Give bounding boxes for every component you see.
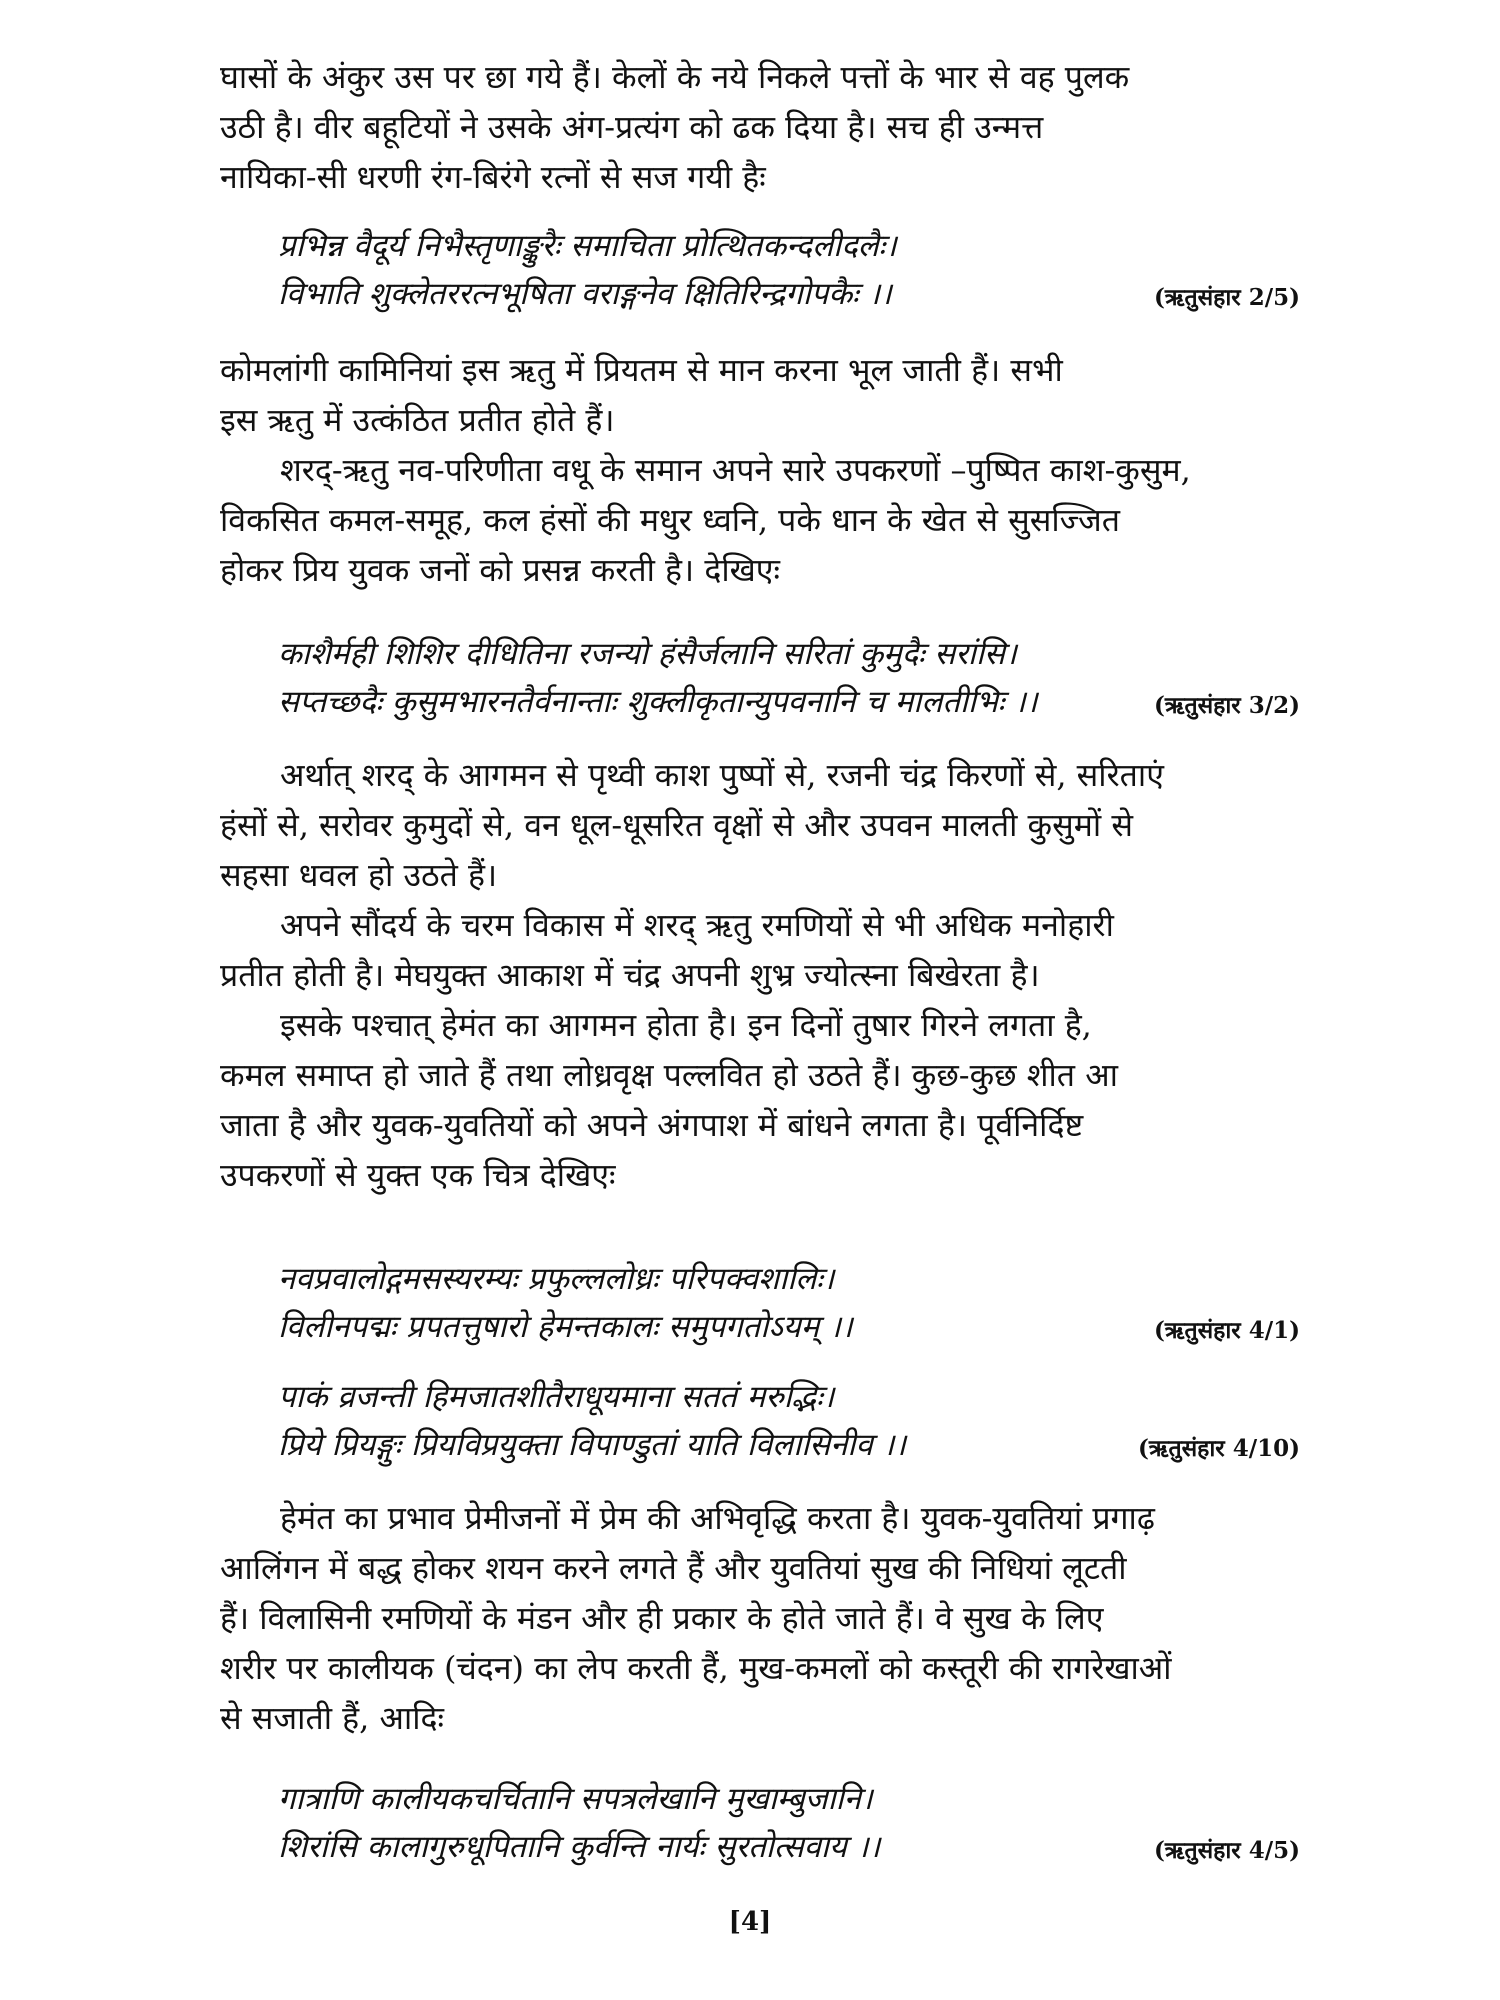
verse-line — [278, 678, 1300, 726]
verse-line — [278, 222, 1300, 270]
verse-text: शिरांसि कालागुरुधूपितानि कुर्वन्ति नार्यः सुरतोत्सवाय ।। — [278, 1829, 881, 1865]
verse-reference: (ऋतुसंहार 2/5) — [1153, 284, 1300, 311]
verse-text: विभाति शुक्लेतररत्नभूषिता वराङ्गनेव क्षितिरिन्द्रगोपकैः ।। — [278, 276, 892, 312]
verse-line — [278, 1303, 1300, 1351]
verse-reference: (ऋतुसंहार 4/5) — [1153, 1837, 1300, 1864]
verse-line — [278, 630, 1300, 678]
text-line: इस ऋतु में उत्कंठित प्रतीत होते हैं। — [220, 401, 615, 439]
verse-reference: (ऋतुसंहार 4/10) — [1137, 1435, 1300, 1462]
sanskrit-verse — [278, 1373, 1300, 1469]
paragraph — [220, 1493, 1300, 1743]
verse-line — [278, 1373, 1300, 1421]
sanskrit-verse — [278, 1775, 1300, 1871]
verse-line — [278, 1775, 1300, 1823]
text-line: कमल समाप्त हो जाते हैं तथा लोध्रवृक्ष पल्लवित हो उठते हैं। कुछ-कुछ शीत आ — [220, 1056, 1118, 1094]
verse-line — [278, 270, 1300, 318]
text-line: उठी है। वीर बहूटियों ने उसके अंग-प्रत्यंग को ढक दिया है। सच ही उन्मत्त — [220, 108, 1044, 146]
text-line: विकसित कमल-समूह, कल हंसों की मधुर ध्वनि, पके धान के खेत से सुसज्जित — [220, 501, 1120, 539]
verse-text: सप्तच्छदैः कुसुमभारनतैर्वनान्ताः शुक्लीकृतान्युपवनानि च मालतीभिः ।। — [278, 684, 1038, 720]
verse-line — [278, 1823, 1300, 1871]
sanskrit-verse — [278, 1255, 1300, 1351]
verse-reference: (ऋतुसंहार 4/1) — [1153, 1317, 1300, 1344]
text-line: नायिका-सी धरणी रंग-बिरंगे रत्नों से सज गयी हैः — [220, 158, 766, 196]
paragraph — [220, 345, 1300, 595]
verse-text: गात्राणि कालीयकचर्चितानि सपत्रलेखानि मुखाम्बुजानि। — [278, 1781, 873, 1817]
verse-line — [278, 1421, 1300, 1469]
paragraph — [220, 750, 1300, 1200]
text-line: शरद्-ऋतु नव-परिणीता वधू के समान अपने सारे उपकरणों –पुष्पित काश-कुसुम, — [280, 451, 1191, 489]
text-line: से सजाती हैं, आदिः — [220, 1699, 444, 1737]
verse-text: काशैर्मही शिशिर दीधितिना रजन्यो हंसैर्जलानि सरितां कुमुदैः सरांसि। — [278, 636, 1017, 672]
text-line: अपने सौंदर्य के चरम विकास में शरद् ऋतु रमणियों से भी अधिक मनोहारी — [280, 906, 1114, 944]
verse-text: प्रिये प्रियङ्गुः प्रियविप्रयुक्ता विपाण्डुतां याति विलासिनीव ।। — [278, 1427, 907, 1463]
text-line: होकर प्रिय युवक जनों को प्रसन्न करती है। देखिएः — [220, 551, 780, 589]
text-line: प्रतीत होती है। मेघयुक्त आकाश में चंद्र अपनी शुभ्र ज्योत्स्ना बिखेरता है। — [220, 956, 1040, 994]
sanskrit-verse — [278, 630, 1300, 726]
page-number: [4] — [728, 1907, 772, 1937]
text-line: शरीर पर कालीयक (चंदन) का लेप करती हैं, मुख-कमलों को कस्तूरी की रागरेखाओं — [220, 1649, 1172, 1687]
text-line: आलिंगन में बद्ध होकर शयन करने लगते हैं और युवतियां सुख की निधियां लूटती — [220, 1549, 1127, 1587]
text-line: हेमंत का प्रभाव प्रेमीजनों में प्रेम की अभिवृद्धि करता है। युवक-युवतियां प्रगाढ़ — [280, 1499, 1155, 1537]
text-line: जाता है और युवक-युवतियों को अपने अंगपाश में बांधने लगता है। पूर्वनिर्दिष्ट — [220, 1106, 1084, 1144]
text-line: घासों के अंकुर उस पर छा गये हैं। केलों के नये निकले पत्तों के भार से वह पुलक — [220, 58, 1130, 96]
verse-text: विलीनपद्मः प्रपतत्तुषारो हेमन्तकालः समुपगतोऽयम् ।। — [278, 1309, 853, 1345]
verse-line — [278, 1255, 1300, 1303]
text-line: कोमलांगी कामिनियां इस ऋतु में प्रियतम से मान करना भूल जाती हैं। सभी — [220, 351, 1063, 389]
text-line: उपकरणों से युक्त एक चित्र देखिएः — [220, 1156, 616, 1194]
text-line: इसके पश्चात् हेमंत का आगमन होता है। इन दिनों तुषार गिरने लगता है, — [280, 1006, 1092, 1044]
text-line: हंसों से, सरोवर कुमुदों से, वन धूल-धूसरित वृक्षों से और उपवन मालती कुसुमों से — [220, 806, 1133, 844]
verse-text: पाकं व्रजन्ती हिमजातशीतैराधूयमाना सततं मरुद्भिः। — [278, 1379, 835, 1415]
text-line: सहसा धवल हो उठते हैं। — [220, 856, 498, 894]
paragraph — [220, 52, 1300, 202]
verse-text: नवप्रवालोद्गमसस्यरम्यः प्रफुल्ललोध्रः परिपक्वशालिः। — [278, 1261, 835, 1297]
verse-reference: (ऋतुसंहार 3/2) — [1153, 692, 1300, 719]
text-line: अर्थात् शरद् के आगमन से पृथ्वी काश पुष्पों से, रजनी चंद्र किरणों से, सरिताएं — [280, 756, 1164, 794]
text-line: हैं। विलासिनी रमणियों के मंडन और ही प्रकार के होते जाते हैं। वे सुख के लिए — [220, 1599, 1104, 1637]
sanskrit-verse — [278, 222, 1300, 318]
verse-text: प्रभिन्न वैदूर्य निभैस्तृणाङ्कुरैः समाचिता प्रोत्थितकन्दलीदलैः। — [278, 228, 897, 264]
